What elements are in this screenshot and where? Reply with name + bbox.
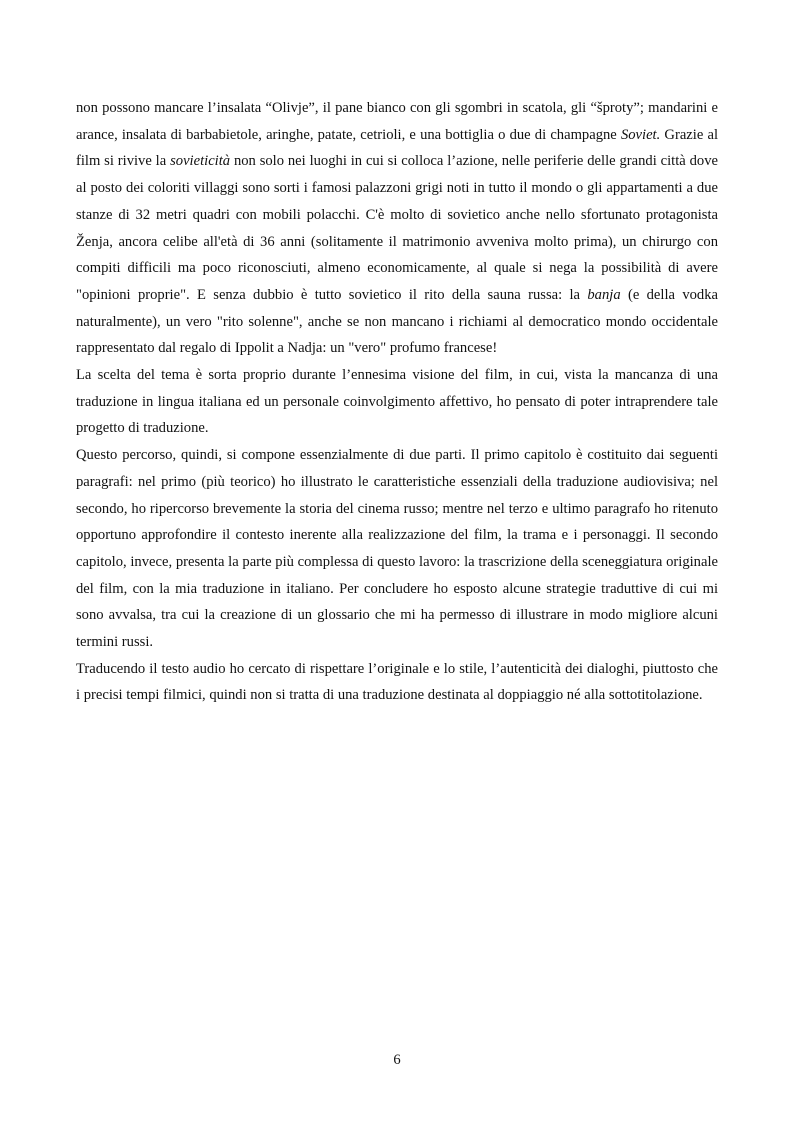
text-run: Grazie al film si rivive la: [76, 126, 718, 170]
italic-run: banja: [587, 286, 621, 303]
paragraph-1: [76, 95, 718, 362]
paragraph-4: [76, 656, 718, 709]
text-run: (e della vodka naturalmente), un vero "rito solenne", anche se non mancano i richiami al democratico mondo occidentale rappresentato dal regalo di Ippolit a Nadja: un "vero" profumo francese!: [76, 286, 718, 357]
paragraph-2: [76, 362, 718, 442]
text-run: La scelta del tema è sorta proprio durante l’ennesima visione del film, in cui, vista la mancanza di una traduzione in lingua italiana ed un personale coinvolgimento affettivo, ho pensato di poter intraprendere tale progetto di traduzione.: [76, 367, 718, 437]
text-run: Questo percorso, quindi, si compone essenzialmente di due parti. Il primo capitolo è costituito dai seguenti paragrafi: nel primo (più teorico) ho illustrato le caratteristiche essenziali della traduzione audiovisiva; nel secondo, ho ripercorso brevemente la storia del cinema russo; mentre nel terzo e ultimo paragrafo ho ritenuto opportuno approfondire il contesto inerente alla realizzazione del film, la trama e i personaggi. Il secondo capitolo, invece, presenta la parte più complessa di questo lavoro: la trascrizione della sceneggiatura originale del film, con la mia traduzione in italiano. Per concludere ho esposto alcune strategie traduttive di cui mi sono avvalsa, tra cui la creazione di un glossario che mi ha permesso di illustrare in modo migliore alcuni termini russi.: [76, 447, 718, 651]
body-text: [76, 95, 718, 709]
page-number: 6: [393, 1052, 401, 1068]
text-run: Traducendo il testo audio ho cercato di rispettare l’originale e lo stile, l’autenticità dei dialoghi, piuttosto che i precisi tempi filmici, quindi non si tratta di una traduzione destinata al doppiaggio né alla sottotitolazione.: [76, 660, 718, 704]
text-run: non possono mancare l’insalata “Olivje”, il pane bianco con gli sgombri in scatola, gli “šproty”; mandarini e arance, insalata di barbabietole, aringhe, patate, cetrioli, e una bottiglia o due di champagne: [76, 100, 718, 143]
paragraph-3: [76, 442, 718, 656]
italic-run: Soviet.: [620, 126, 661, 143]
italic-run: sovieticità: [170, 153, 231, 170]
text-run: non solo nei luoghi in cui si colloca l’azione, nelle periferie delle grandi città dove al posto dei coloriti villaggi sono sorti i famosi palazzoni grigi noti in tutto il mondo o gli appartamenti a due stanze di 32 metri quadri con mobili polacchi. C'è molto di sovietico anche nello sfortunato protagonista Ženja, ancora celibe all'età di 36 anni (solitamente il matrimonio avveniva molto prima), un chirurgo con compiti difficili ma poco riconosciuti, almeno economicamente, al quale si nega la possibilità di avere "opinioni proprie". E senza dubbio è tutto sovietico il rito della sauna russa: la: [76, 153, 718, 303]
